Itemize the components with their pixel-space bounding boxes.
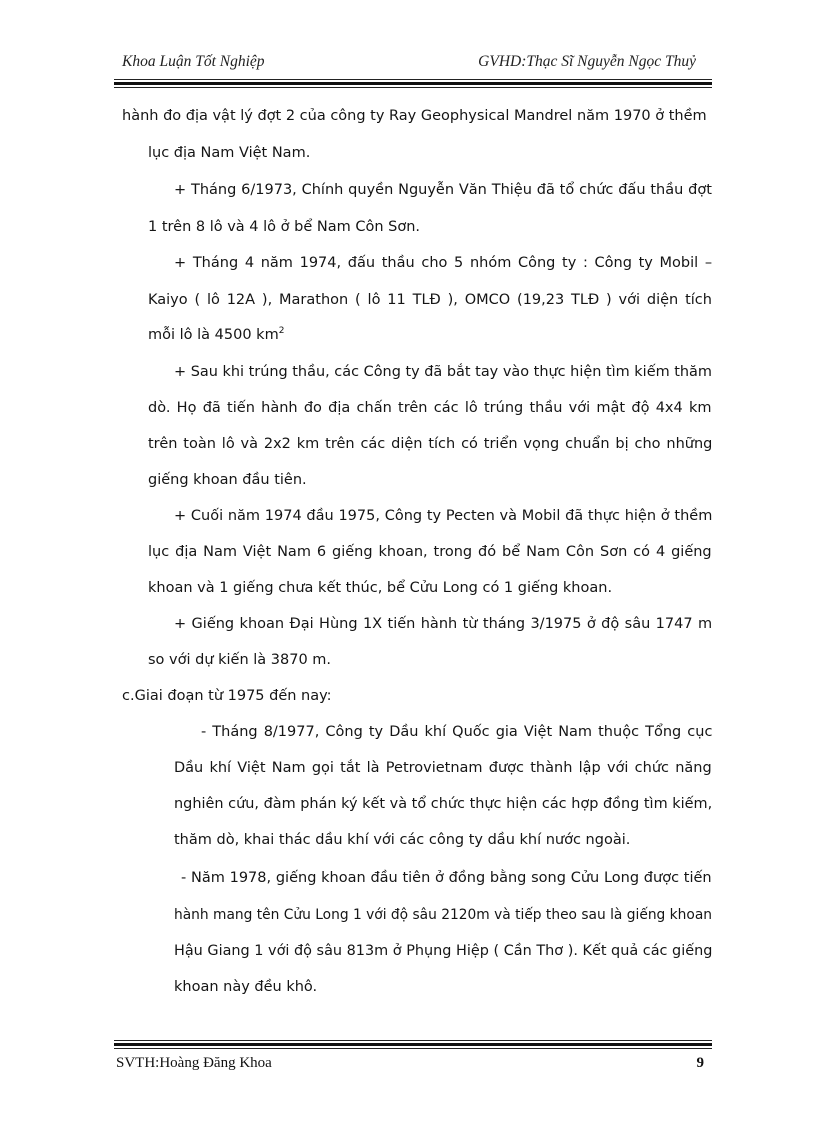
text-line: khoan và 1 giếng chưa kết thúc, bể Cửu Long có 1 giếng khoan. bbox=[148, 580, 613, 596]
text-line bbox=[148, 325, 284, 345]
text-line: + Cuối năm 1974 đầu 1975, Công ty Pecten và Mobil đã thực hiện ở thềm bbox=[174, 508, 713, 524]
text-line: Dầu khí Việt Nam gọi tắt là Petrovietnam được thành lập với chức năng bbox=[174, 760, 712, 776]
header-rule bbox=[114, 87, 712, 88]
header-title: Khoa Luận Tốt Nghiệp bbox=[122, 53, 265, 70]
header-rule bbox=[114, 79, 712, 80]
text-line: + Tháng 4 năm 1974, đấu thầu cho 5 nhóm Công ty : Công ty Mobil – bbox=[174, 255, 713, 271]
header-rule bbox=[114, 82, 712, 85]
text-line: thăm dò, khai thác dầu khí với các công ty dầu khí nước ngoài. bbox=[174, 832, 631, 848]
text-line: so với dự kiến là 3870 m. bbox=[148, 652, 332, 668]
header-supervisor: GVHD:Thạc Sĩ Nguyễn Ngọc Thuỷ bbox=[478, 53, 696, 70]
footer-rule bbox=[114, 1043, 712, 1046]
text-line: nghiên cứu, đàm phán ký kết và tổ chức thực hiện các hợp đồng tìm kiếm, bbox=[174, 796, 713, 812]
text-line: - Năm 1978, giếng khoan đầu tiên ở đồng bằng song Cửu Long được tiến bbox=[181, 870, 712, 886]
text-line: + Giếng khoan Đại Hùng 1X tiến hành từ tháng 3/1975 ở độ sâu 1747 m bbox=[174, 616, 713, 632]
page-number: 9 bbox=[696, 1055, 704, 1071]
text-line-main: mỗi lô là 4500 km bbox=[148, 327, 279, 343]
text-line: khoan này đều khô. bbox=[174, 979, 318, 995]
text-line: + Sau khi trúng thầu, các Công ty đã bắt tay vào thực hiện tìm kiếm thăm bbox=[174, 364, 712, 380]
text-line: + Tháng 6/1973, Chính quyền Nguyễn Văn Thiệu đã tổ chức đấu thầu đợt bbox=[174, 182, 712, 198]
section-heading: c.Giai đoạn từ 1975 đến nay: bbox=[122, 688, 332, 704]
text-line: - Tháng 8/1977, Công ty Dầu khí Quốc gia Việt Nam thuộc Tổng cục bbox=[201, 724, 713, 740]
text-line: Kaiyo ( lô 12A ), Marathon ( lô 11 TLĐ ), OMCO (19,23 TLĐ ) với diện tích bbox=[148, 292, 712, 308]
text-line: giếng khoan đầu tiên. bbox=[148, 472, 307, 488]
text-line: hành mang tên Cửu Long 1 với độ sâu 2120m và tiếp theo sau là giếng khoan bbox=[174, 907, 713, 923]
text-line: hành đo địa vật lý đợt 2 của công ty Ray Geophysical Mandrel năm 1970 ở thềm bbox=[122, 108, 707, 124]
superscript: 2 bbox=[278, 326, 285, 336]
footer-rule bbox=[114, 1040, 712, 1041]
text-line: lục địa Nam Việt Nam 6 giếng khoan, trong đó bể Nam Côn Sơn có 4 giếng bbox=[148, 544, 712, 560]
text-line: Hậu Giang 1 với độ sâu 813m ở Phụng Hiệp ( Cần Thơ ). Kết quả các giếng bbox=[174, 943, 713, 959]
text-line: trên toàn lô và 2x2 km trên các diện tích có triển vọng chuẩn bị cho những bbox=[148, 436, 713, 452]
footer-author: SVTH:Hoàng Đăng Khoa bbox=[116, 1055, 272, 1071]
footer-rule bbox=[114, 1048, 712, 1049]
text-line: 1 trên 8 lô và 4 lô ở bể Nam Côn Sơn. bbox=[148, 219, 420, 235]
text-line: dò. Họ đã tiến hành đo địa chấn trên các lô trúng thầu với mật độ 4x4 km bbox=[148, 400, 712, 416]
text-line: lục địa Nam Việt Nam. bbox=[148, 145, 311, 161]
